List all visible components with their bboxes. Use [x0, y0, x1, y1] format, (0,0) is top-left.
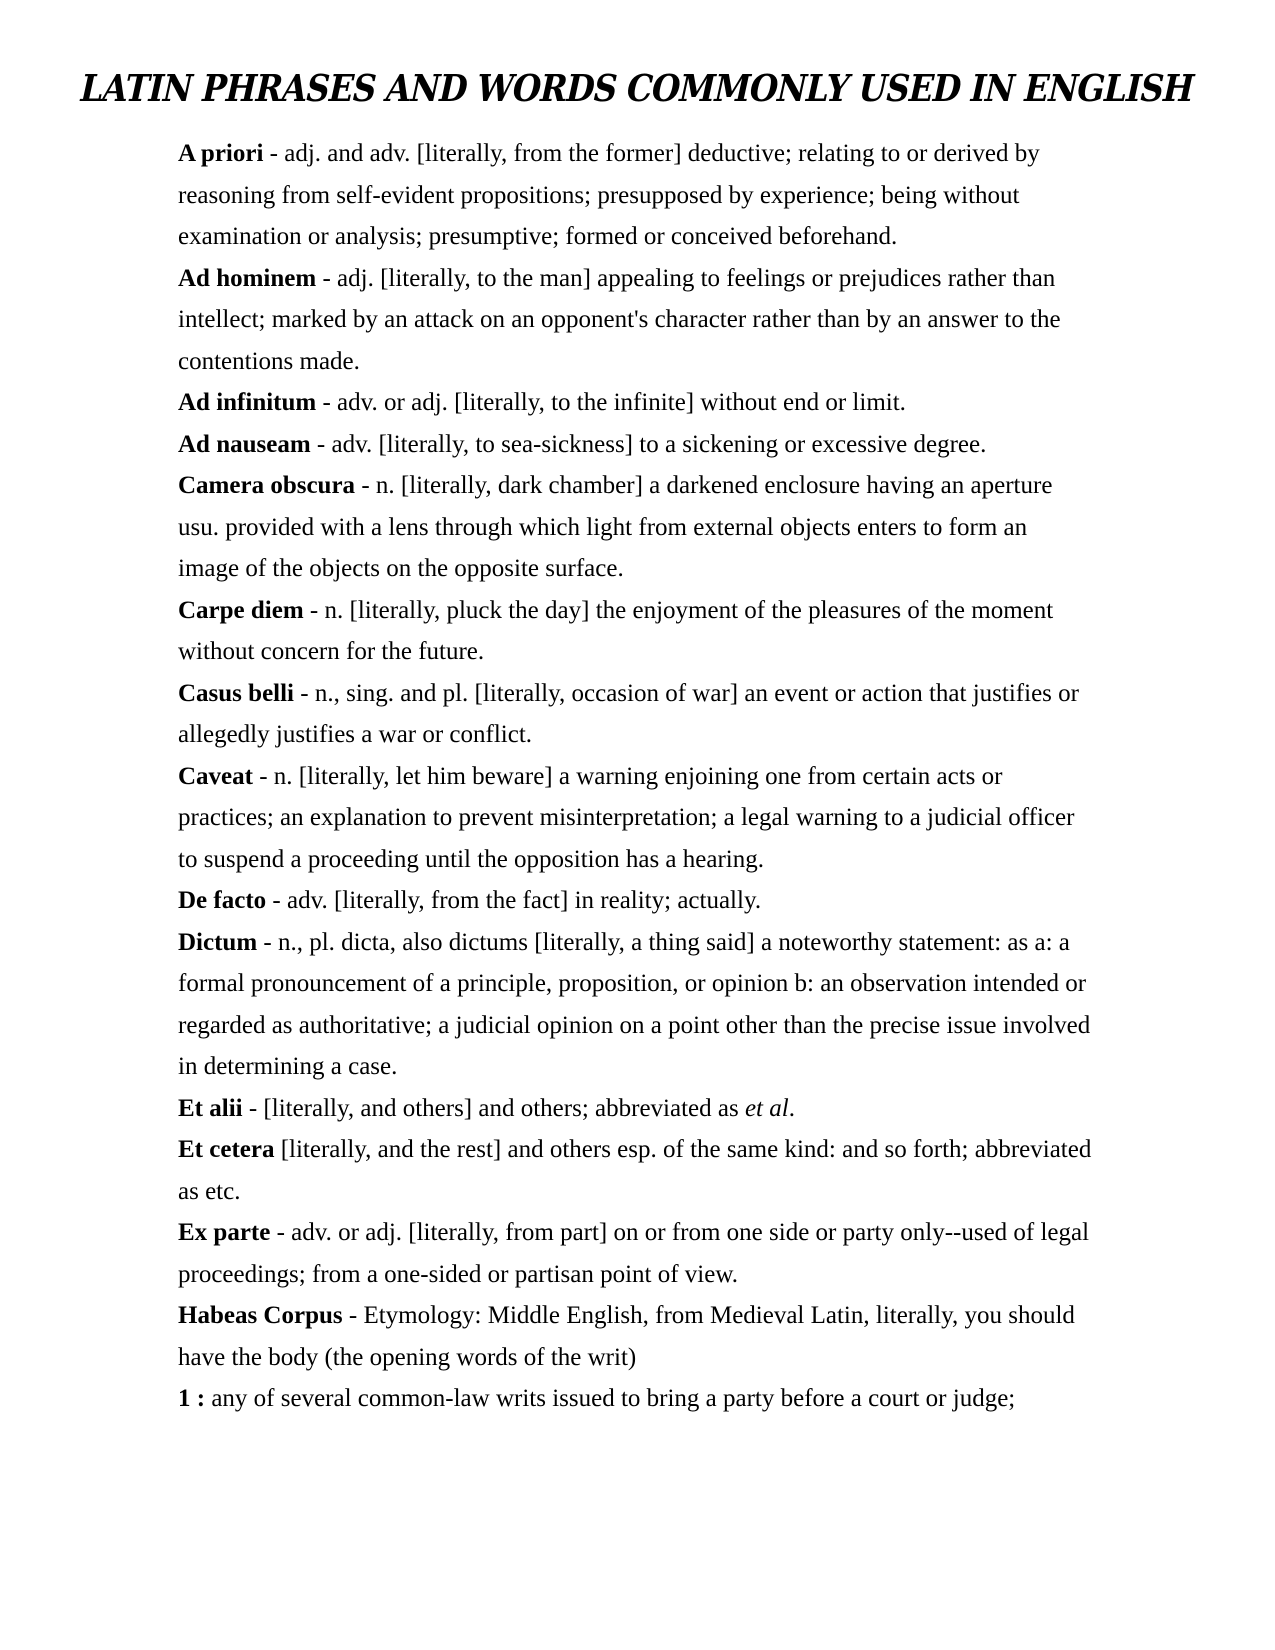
latin-term: Camera obscura: [178, 472, 356, 499]
definition-entry-a-priori: [178, 133, 1094, 258]
latin-term: Dictum: [178, 928, 258, 956]
definition-text: - adv. or adj. [literally, to the infinite] without end or limit.: [316, 389, 906, 416]
definition-entry-caveat: [178, 756, 1094, 881]
latin-term: A priori: [178, 140, 264, 167]
definition-entry-ad-hominem: [178, 258, 1094, 383]
latin-term: Ad nauseam: [178, 430, 311, 458]
definition-text: - n. [literally, dark chamber] a darkened enclosure having an aperture usu. provided with a lens through which light from external objects enters to form an image of the objects on the opposite surface.: [178, 472, 1053, 582]
definition-entry-et-cetera: [178, 1129, 1094, 1212]
definition-entry-ad-nauseam: [178, 424, 1094, 466]
latin-term: Ad infinitum: [178, 389, 317, 416]
definition-entry-de-facto: [178, 880, 1094, 922]
definition-text: - adj. [literally, to the man] appealing to feelings or prejudices rather than intellect; marked by an attack on an opponent's character rather than by an answer to the contentions made.: [178, 264, 1061, 375]
definition-text: - Etymology: Middle English, from Medieval Latin, literally, you should have the body (the opening words of the writ): [178, 1302, 1075, 1371]
definition-text: - n. [literally, let him beware] a warning enjoining one from certain acts or practices; an explanation to prevent misinterpretation; a legal warning to a judicial officer to suspend a proceeding until the opposition has a hearing.: [178, 762, 1075, 873]
definition-entry-ex-parte: [178, 1212, 1094, 1295]
latin-term: Carpe diem: [178, 596, 304, 624]
italic-abbreviation: et al: [744, 1094, 789, 1122]
definition-entry-habeas-corpus: [178, 1295, 1094, 1378]
definition-entry-camera-obscura: [178, 465, 1094, 590]
definition-text: - adv. or adj. [literally, from part] on or from one side or party only--used of legal proceedings; from a one-sided or partisan point of view.: [178, 1219, 1090, 1288]
definition-text: [literally, and the rest] and others esp. of the same kind: and so forth; abbreviated as etc.: [178, 1136, 1092, 1205]
latin-term: Et cetera: [178, 1136, 275, 1163]
latin-term: Habeas Corpus: [178, 1302, 343, 1329]
definition-tail: .: [788, 1094, 795, 1122]
definition-entry-dictum: [178, 922, 1094, 1088]
definition-text: any of several common-law writs issued to bring a party before a court or judge;: [205, 1385, 1016, 1412]
sense-number: 1 :: [178, 1385, 206, 1412]
definition-entry-ad-infinitum: [178, 382, 1094, 424]
latin-term: Ad hominem: [178, 264, 317, 292]
latin-term: Ex parte: [178, 1219, 271, 1246]
latin-term: Casus belli: [178, 679, 295, 707]
latin-term: Et alii: [178, 1094, 243, 1122]
definition-text: - adv. [literally, to sea-sickness] to a sickening or excessive degree.: [310, 430, 987, 458]
glossary-body: [178, 133, 1094, 1420]
definition-entry-habeas-sense-1: [178, 1378, 1094, 1420]
definition-entry-casus-belli: [178, 673, 1094, 756]
definition-entry-carpe-diem: [178, 590, 1094, 673]
definition-text: - adv. [literally, from the fact] in reality; actually.: [266, 887, 762, 914]
definition-entry-et-alii: [178, 1088, 1094, 1130]
definition-text: - n., pl. dicta, also dictums [literally, a thing said] a noteworthy statement: as a: a formal pronouncement of a principle, proposition, or opinion b: an observation intended or regarded as authoritative; a judicial opinion on a point other than the precise issue involved in determining a case.: [178, 928, 1091, 1080]
page-title: [0, 66, 1275, 110]
definition-text: - n. [literally, pluck the day] the enjoyment of the pleasures of the moment without concern for the future.: [178, 596, 1054, 665]
definition-text: - adj. and adv. [literally, from the former] deductive; relating to or derived by reasoning from self-evident propositions; presupposed by experience; being without examination or analysis; presumptive; formed or conceived beforehand.: [178, 140, 1040, 250]
latin-term: Caveat: [178, 762, 253, 790]
page-title-text: LATIN PHRASES AND WORDS COMMONLY USED IN ENGLISH: [80, 66, 1195, 110]
definition-text: - [literally, and others] and others; abbreviated as: [242, 1094, 745, 1122]
definition-text: - n., sing. and pl. [literally, occasion of war] an event or action that justifies or allegedly justifies a war or conflict.: [178, 679, 1079, 748]
latin-term: De facto: [178, 887, 267, 914]
